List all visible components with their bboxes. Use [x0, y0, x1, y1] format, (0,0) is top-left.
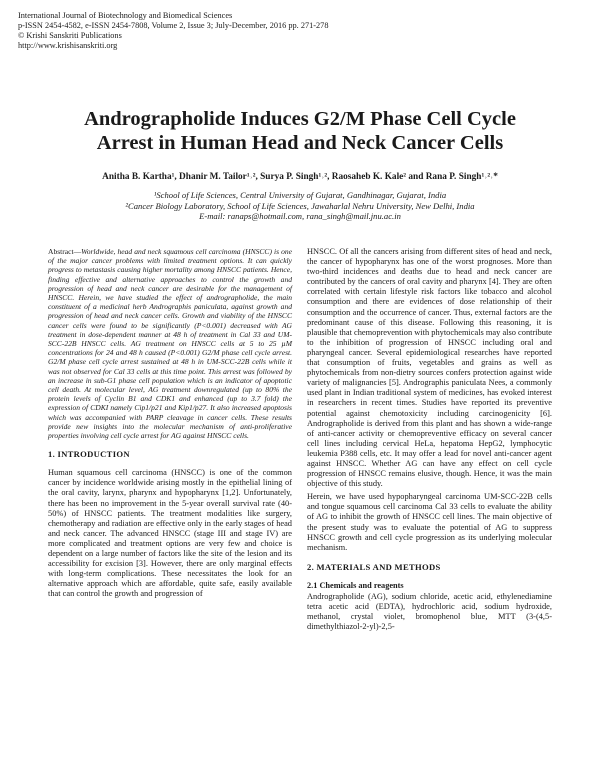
right-column [307, 247, 552, 635]
intro-paragraph-3: Herein, we have used hypopharyngeal carcinoma UM-SCC-22B cells and tongue squamous cell carcinoma Cal 33 cells to evaluate the ability of AG to inhibit the growth of HNSCC cell lines. The main objective of the present study was to evaluate the potential of AG to suppress HNSCC growth and cell cycle progression as its underlying molecular mechanism. [307, 492, 552, 552]
affiliation-2: ²Cancer Biology Laboratory, School of Life Sciences, Jawaharlal Nehru University, New Delhi, India [125, 200, 475, 211]
methods-subheading: 2.1 Chemicals and reagents [307, 580, 404, 590]
author-list: Anitha B. Kartha¹, Dhanir M. Tailor¹˒², Surya P. Singh¹˒², Raosaheb K. Kale² and Rana P. Singh¹˒²˒* [102, 172, 498, 182]
journal-copyright: © Krishi Sanskriti Publications [18, 31, 122, 40]
left-column [48, 247, 292, 602]
affiliations [20, 190, 580, 222]
intro-paragraph-1: Human squamous cell carcinoma (HNSCC) is one of the common cancer by incidence worldwide arising mostly in the epithelial lining of the oral cavity, larynx, pharynx and hypopharynx [1,2]. Unfortunately, there has been no improvement in the 5-year overall survival rate (40-50%) of HNSCC patients. The treatment modalities like surgery, chemotherapy and radiation are effective only in the early stages of head and neck cancer. The advanced HNSCC (stage III and stage IV) are more complicated and treatment options are very few and choice is dependent on a large number of factors like the site of the lesion and its accessibility for excision [3]. However, there are only marginal effects with long-term complications. These necessitates the look for an alternative approach which are affordable, quite safe, easily available that can control the growth and progression of [48, 468, 292, 599]
paper-title [20, 107, 580, 155]
abstract-text: Worldwide, head and neck squamous cell carcinoma (HNSCC) is one of the major cancer problems with limited treatment options. It can quickly progress to metastasis causing higher mortality among HNSCC patients. Hence, finding effective and alternative approaches to control the growth and progression of head and neck cancer are desirable for the management of HNSCC. Herein, we have studied the effect of andrographolide, the main constituent of a medicinal herb Andrographis paniculata, against growth and progression of head and neck cancer cells. Growth and viability of the HNSCC cancer cells were found to be significantly (P<0.001) decreased with AG treatment in dose-dependent manner at 48 h of treatment in Cal 33 and UM-SCC-22B HNSCC cells. AG treatment on HNSCC cells at 5 to 25 µM concentrations for 24 and 48 h caused (P<0.001) G2/M phase cell cycle arrest. G2/M phase cell cycle arrest sustained at 48 h in UM-SCC-22B cells while it was not observed for Cal 33 cells at this time point. This arrest was followed by an increase in sub-G1 phase cell population which is an indicator of apoptotic cell death. At molecular level, AG treatment downregulated (up to 80% the protein levels of Cyclin B1 and CDK1 and enhanced (up to 3.7 fold) the expression of CDKI namely Cip1/p21 and Kip1/p27. It also increased apoptosis which was accompanied with PARP cleavage in cancer cells. These results provide new insights into the molecular mechanism of anti-proliferative properties involving cell cycle arrest for AG against HNSCC cells. [48, 247, 292, 441]
contact-email: E-mail: ranaps@hotmail.com, rana_singh@mail.jnu.ac.in [199, 211, 401, 222]
title-line-2: Arrest in Human Head and Neck Cancer Cells [96, 132, 504, 154]
abstract [48, 247, 292, 440]
journal-url[interactable]: http://www.krishisanskriti.org [18, 41, 118, 50]
abstract-label: Abstract— [48, 247, 82, 256]
journal-header [18, 11, 438, 51]
methods-heading: 2. MATERIALS AND METHODS [307, 561, 441, 572]
methods-paragraph: Andrographolide (AG), sodium chloride, acetic acid, ethylenediamine tetra acetic acid (EDTA), hydrochloric acid, sodium hydroxide, methanol, crystal violet, bromophenol blue, MTT (3-(4,5-dimethylthiazol-2-yl)-2,5- [307, 591, 552, 632]
title-line-1: Andrographolide Induces G2/M Phase Cell Cycle [84, 108, 516, 130]
intro-heading: 1. INTRODUCTION [48, 449, 130, 460]
affiliation-1: ¹School of Life Sciences, Central University of Gujarat, Gandhinagar, Gujarat, India [153, 190, 447, 200]
intro-paragraph-2: HNSCC. Of all the cancers arising from different sites of head and neck, the cancer of hypopharynx has one of the worst prognoses. More than two-third incidences and deaths due to head and neck cancer are contributed by the cancers of oral cavity and pharynx [4]. They are often correlated with certain lifestyle risk factors like tobacco and alcohol consumption and there are evidences of dose relationship of their consumption and the occurrence of cancer. Thus, external factors are the predominant cause of this disease. Following this reasoning, it is plausible that chemoprevention with phytochemicals may also contribute to the inhibition of progression of HNSCC including oral and pharyngeal cancer. Several epidemiological researches have reported that consumption of fruits, vegetables and grains as well as phytochemicals from non-dietry sources confers protection against wide variety of malignancies [5]. Andrographis paniculata Nees, a commonly used plant in Indian traditional system of medicines, has evoked interest in researchers in recent times. Studies have reported its preventive potential against chemotoxicity including carcinogenicity [6]. Andrographolide is derived from this plant and has shown a wide-range of anti-cancer activity or chemopreventive efficacy on several cancer cell lines including cervical HeLa, hepatoma HepG2, lymphocytic leukemia P388 cells, etc. It may offer a lead for novel anti-cancer agent against HNSCC. Whether AG can have any effect on cell cycle progression of HNSCC remains elusive, though. Hence, it was the main objective of this study. [307, 247, 552, 489]
journal-issn: p-ISSN 2454-4582, e-ISSN 2454-7808, Volume 2, Issue 3; July-December, 2016 pp. 271-278 [18, 21, 329, 30]
journal-name: International Journal of Biotechnology and Biomedical Sciences [18, 11, 233, 20]
